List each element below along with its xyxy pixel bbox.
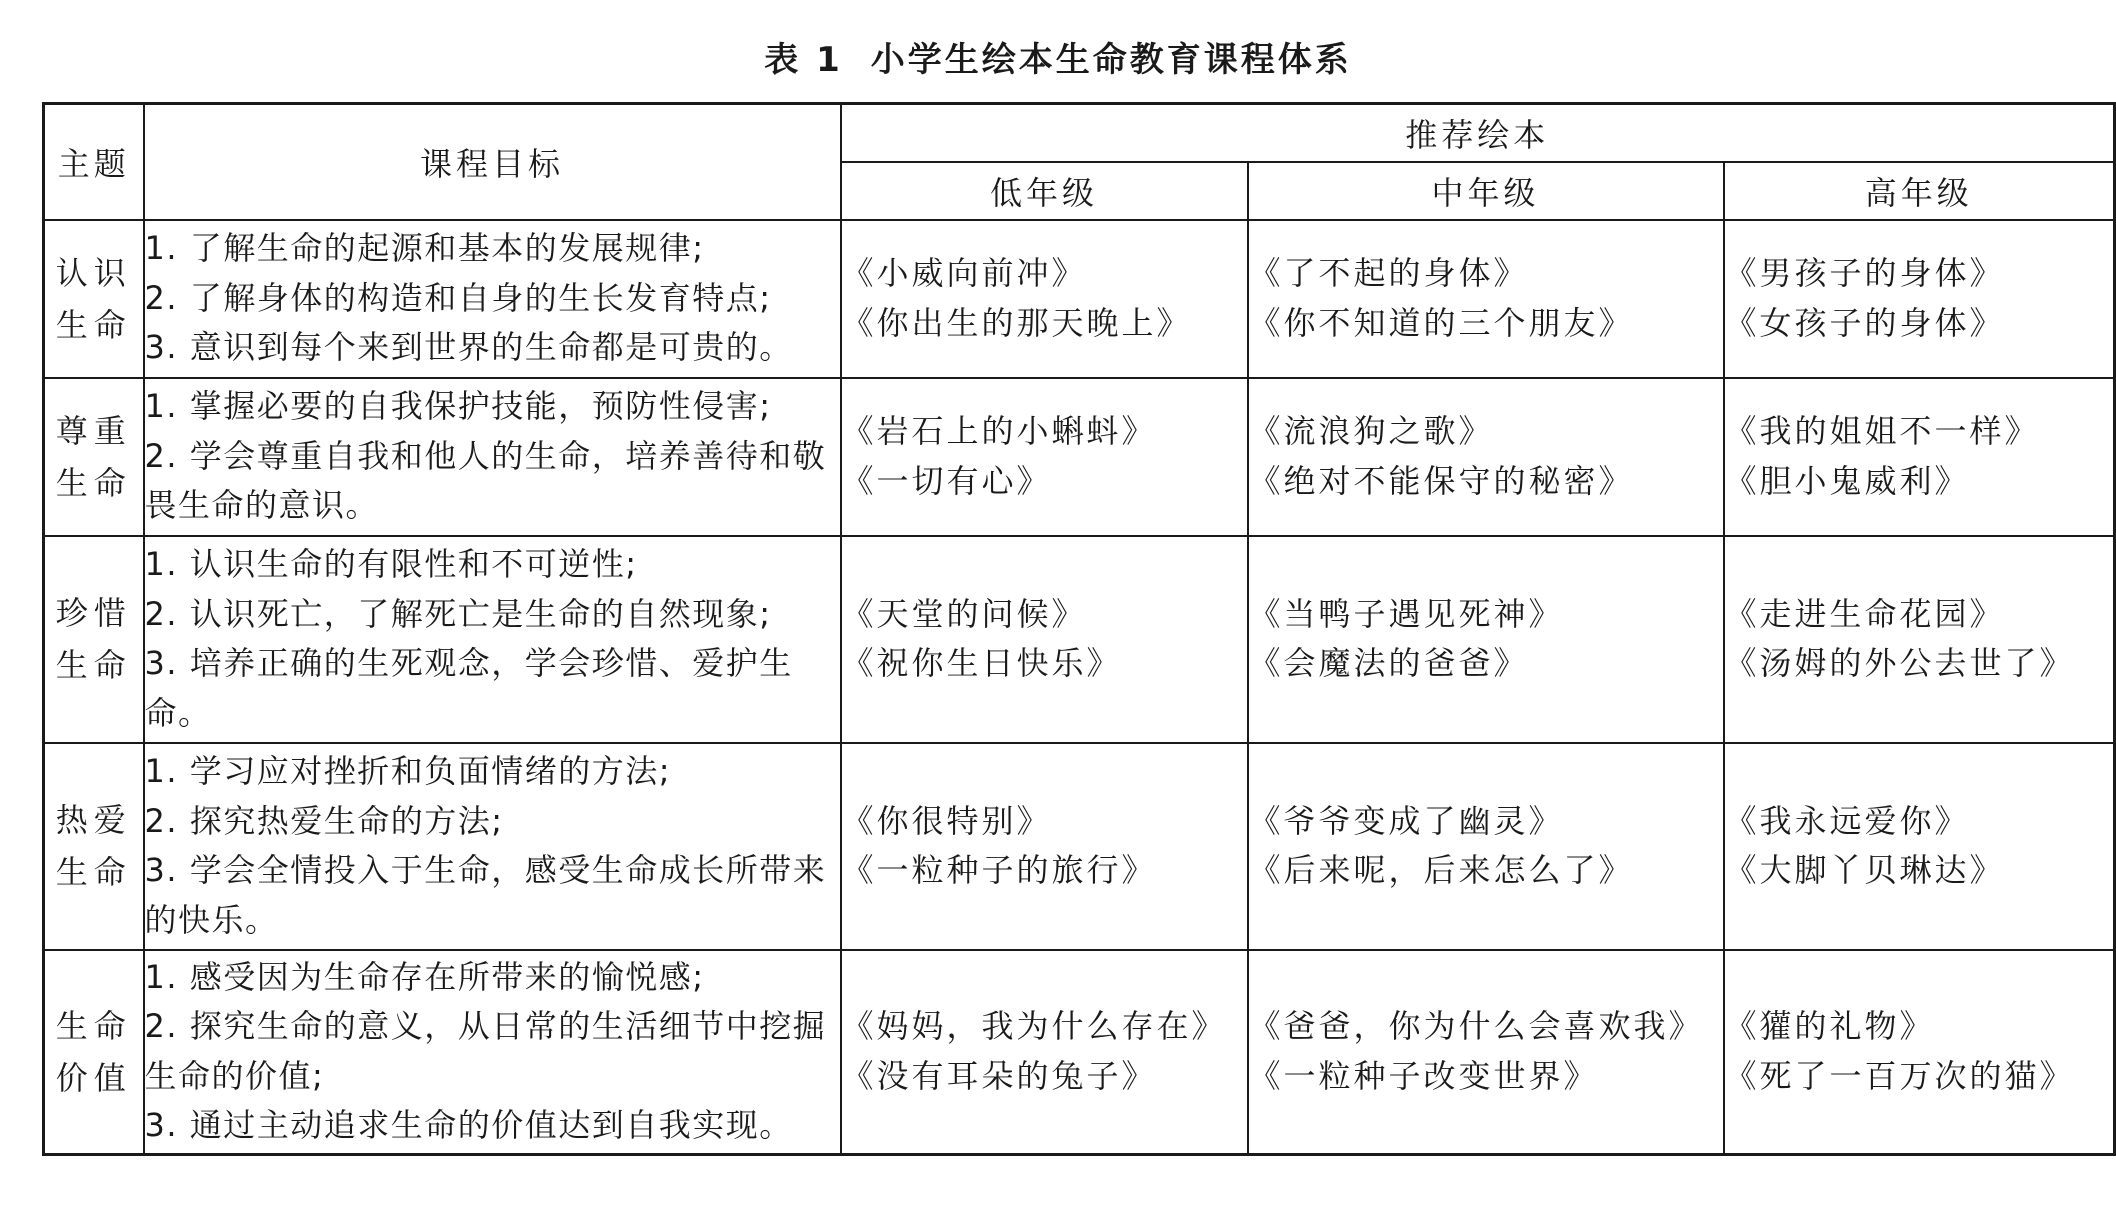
middle-grade-books (1248, 536, 1724, 743)
goal-item: 2. 探究生命的意义，从日常的生活细节中挖掘生命的价值; (144, 1007, 827, 1095)
book-title: 《女孩子的身体》 (1724, 303, 2005, 342)
middle-grade-books (1248, 220, 1724, 378)
book-title: 《爸爸，你为什么会喜欢我》 (1248, 1007, 1704, 1046)
goal-cell (144, 378, 841, 536)
book-title: 《你出生的那天晚上》 (841, 303, 1192, 342)
header-low-grade: 低年级 (841, 162, 1248, 220)
table-row (44, 743, 2115, 950)
goal-item: 1. 认识生命的有限性和不可逆性; (144, 545, 638, 583)
high-grade-books (1724, 220, 2115, 378)
book-title: 《一粒种子改变世界》 (1248, 1056, 1599, 1095)
header-recommended-books: 推荐绘本 (841, 104, 2115, 162)
book-title: 《我的姐姐不一样》 (1724, 412, 2040, 450)
low-grade-books (841, 536, 1248, 743)
theme-text: 生命 (55, 463, 132, 502)
goal-cell (144, 950, 841, 1155)
book-title: 《天堂的问候》 (841, 594, 1087, 633)
table-title: 小学生绘本生命教育课程体系 (870, 40, 1352, 80)
book-title: 《后来呢，后来怎么了》 (1248, 851, 1634, 889)
book-title: 《獾的礼物》 (1724, 1007, 1935, 1046)
theme-text: 价值 (55, 1058, 132, 1097)
theme-text: 生命 (55, 646, 132, 684)
theme-text: 生命 (55, 1006, 132, 1045)
theme-text: 认识 (55, 253, 132, 292)
theme-text: 珍惜 (55, 594, 132, 632)
goal-item: 1. 学习应对挫折和负面情绪的方法; (144, 752, 671, 790)
table-row (44, 220, 2115, 378)
theme-cell (44, 950, 144, 1155)
book-title: 《妈妈，我为什么存在》 (841, 1007, 1227, 1046)
theme-text: 热爱 (55, 801, 132, 839)
book-title: 《一粒种子的旅行》 (841, 851, 1157, 889)
theme-text: 尊重 (55, 411, 132, 450)
theme-cell (44, 378, 144, 536)
theme-cell (44, 743, 144, 950)
book-title: 《你不知道的三个朋友》 (1248, 303, 1634, 342)
high-grade-books (1724, 743, 2115, 950)
table-caption (0, 34, 2116, 86)
book-title: 《死了一百万次的猫》 (1724, 1056, 2075, 1095)
goal-item: 3. 学会全情投入于生命，感受生命成长所带来的快乐。 (144, 851, 827, 939)
goal-item: 1. 了解生命的起源和基本的发展规律; (144, 229, 705, 268)
book-title: 《祝你生日快乐》 (841, 644, 1122, 682)
goal-item: 3. 培养正确的生死观念，学会珍惜、爱护生命。 (144, 644, 793, 732)
book-title: 《岩石上的小蝌蚪》 (841, 412, 1157, 450)
book-title: 《流浪狗之歌》 (1248, 412, 1494, 450)
book-title: 《小威向前冲》 (841, 254, 1087, 292)
high-grade-books (1724, 378, 2115, 536)
goal-item: 3. 通过主动追求生命的价值达到自我实现。 (144, 1106, 793, 1145)
goal-item: 1. 感受因为生命存在所带来的愉悦感; (144, 957, 705, 996)
theme-text: 生命 (55, 305, 132, 344)
book-title: 《你很特别》 (841, 801, 1052, 840)
book-title: 《当鸭子遇见死神》 (1248, 594, 1564, 633)
low-grade-books (841, 378, 1248, 536)
low-grade-books (841, 950, 1248, 1155)
goal-cell (144, 743, 841, 950)
header-middle-grade: 中年级 (1248, 162, 1724, 220)
book-title: 《绝对不能保守的秘密》 (1248, 461, 1634, 500)
high-grade-books (1724, 950, 2115, 1155)
book-title: 《没有耳朵的兔子》 (841, 1056, 1157, 1095)
goal-cell (144, 220, 841, 378)
table-number: 表 1 (764, 40, 843, 80)
low-grade-books (841, 743, 1248, 950)
table-row (44, 378, 2115, 536)
goal-item: 1. 掌握必要的自我保护技能，预防性侵害; (144, 387, 772, 426)
theme-cell (44, 220, 144, 378)
middle-grade-books (1248, 378, 1724, 536)
goal-item: 2. 学会尊重自我和他人的生命，培养善待和敬畏生命的意识。 (144, 436, 827, 525)
book-title: 《大脚丫贝琳达》 (1724, 851, 2005, 889)
goal-item: 3. 意识到每个来到世界的生命都是可贵的。 (144, 328, 793, 367)
book-title: 《男孩子的身体》 (1724, 254, 2005, 292)
low-grade-books (841, 220, 1248, 378)
header-theme: 主题 (44, 104, 144, 220)
table-row (44, 536, 2115, 743)
book-title: 《我永远爱你》 (1724, 801, 1970, 840)
curriculum-table (42, 102, 2116, 1156)
goal-item: 2. 认识死亡，了解死亡是生命的自然现象; (144, 594, 772, 633)
book-title: 《会魔法的爸爸》 (1248, 644, 1529, 682)
header-goal: 课程目标 (144, 104, 841, 220)
goal-cell (144, 536, 841, 743)
book-title: 《爷爷变成了幽灵》 (1248, 801, 1564, 840)
middle-grade-books (1248, 950, 1724, 1155)
middle-grade-books (1248, 743, 1724, 950)
book-title: 《一切有心》 (841, 461, 1052, 500)
goal-item: 2. 探究热爱生命的方法; (144, 801, 504, 840)
book-title: 《走进生命花园》 (1724, 594, 2005, 633)
goal-item: 2. 了解身体的构造和自身的生长发育特点; (144, 278, 772, 317)
header-row-top (44, 104, 2115, 162)
theme-cell (44, 536, 144, 743)
table-row (44, 950, 2115, 1155)
high-grade-books (1724, 536, 2115, 743)
book-title: 《汤姆的外公去世了》 (1724, 644, 2075, 682)
header-high-grade: 高年级 (1724, 162, 2115, 220)
book-title: 《了不起的身体》 (1248, 254, 1529, 292)
book-title: 《胆小鬼威利》 (1724, 461, 1970, 500)
theme-text: 生命 (55, 853, 132, 891)
